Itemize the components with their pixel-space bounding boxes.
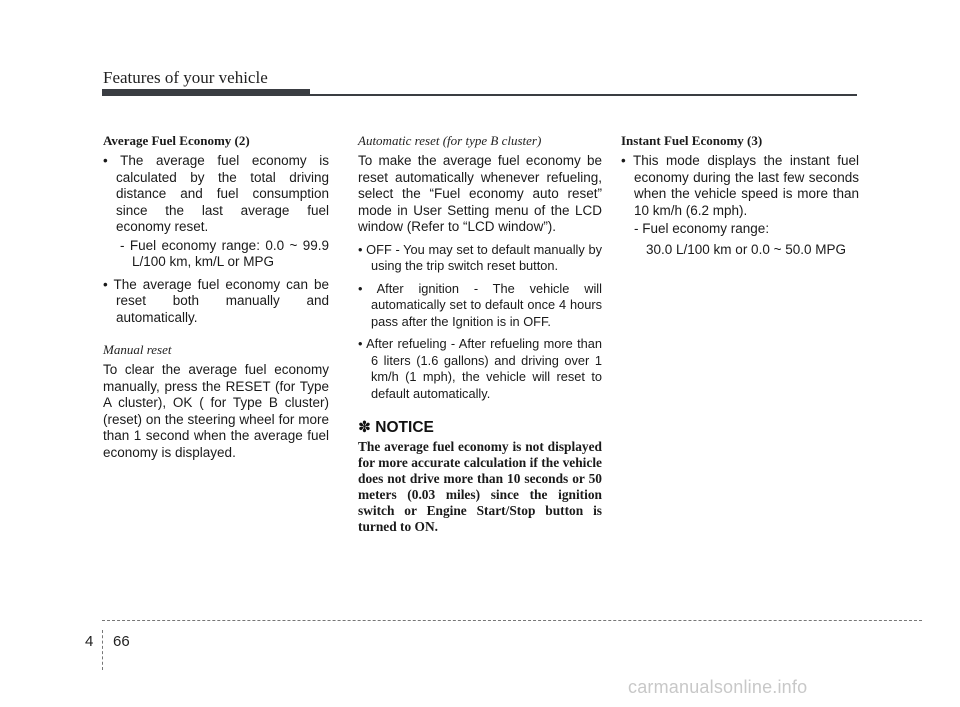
- footer-rule: [102, 620, 922, 621]
- bullet-item: • The average fuel economy is calculated by the total driving distance and fuel consumption since the last average fuel economy reset.: [103, 153, 329, 234]
- sub-item-range-label: - Fuel economy range:: [634, 221, 770, 236]
- section-heading: Instant Fuel Economy (3): [621, 133, 763, 148]
- header-rule: [310, 94, 857, 96]
- sub-item-range: - Fuel economy range: 0.0 ~ 99.9 L/100 km, km/L or MPG: [120, 237, 329, 269]
- column-automatic-reset: [358, 133, 602, 535]
- column-instant-fuel-economy: [621, 133, 859, 258]
- bullet-item: • After ignition - The vehicle will automatically set to default once 4 hours pass after the Ignition is in OFF.: [358, 280, 602, 329]
- bullet-item: • This mode displays the instant fuel economy during the last few seconds when the vehicle speed is more than 10 km/h (6.2 mph).: [621, 153, 859, 218]
- body-text: To clear the average fuel economy manually, press the RESET (for Type A cluster), OK ( for Type B cluster) (reset) on the steering wheel for more than 1 second when the average fuel economy is displayed.: [103, 362, 329, 460]
- notice-body: The average fuel economy is not displayed for more accurate calculation if the vehicle does not drive more than 10 seconds or 50 meters (0.03 miles) since the ignition switch or Engine Start/Stop button is turned to ON.: [358, 439, 602, 534]
- sub-item-range-value: 30.0 L/100 km or 0.0 ~ 50.0 MPG: [646, 241, 846, 257]
- bullet-item: • OFF - You may set to default manually by using the trip switch reset button.: [358, 241, 602, 273]
- subsection-heading: Manual reset: [103, 342, 172, 357]
- watermark: carmanualsonline.info: [628, 677, 808, 697]
- subsection-heading: Automatic reset (for type B cluster): [358, 133, 542, 148]
- page-header-title: Features of your vehicle: [103, 68, 268, 87]
- notice-title: ✽ NOTICE: [358, 419, 434, 436]
- column-average-fuel-economy: [103, 133, 329, 461]
- bullet-item: • After refueling - After refueling more than 6 liters (1.6 gallons) and driving over 1 km/h (1 mph), the vehicle will reset to default automatically.: [358, 336, 602, 401]
- section-heading: Average Fuel Economy (2): [103, 133, 250, 148]
- bullet-item: • The average fuel economy can be reset both manually and automatically.: [103, 276, 329, 325]
- page-number: 66: [113, 633, 130, 650]
- header-bar: [102, 89, 310, 96]
- footer-divider: [102, 630, 103, 670]
- body-text: To make the average fuel economy be reset automatically whenever refueling, select the “Fuel economy auto reset” mode in User Setting menu of the LCD window (Refer to “LCD window”).: [358, 153, 602, 234]
- chapter-number: 4: [85, 633, 94, 650]
